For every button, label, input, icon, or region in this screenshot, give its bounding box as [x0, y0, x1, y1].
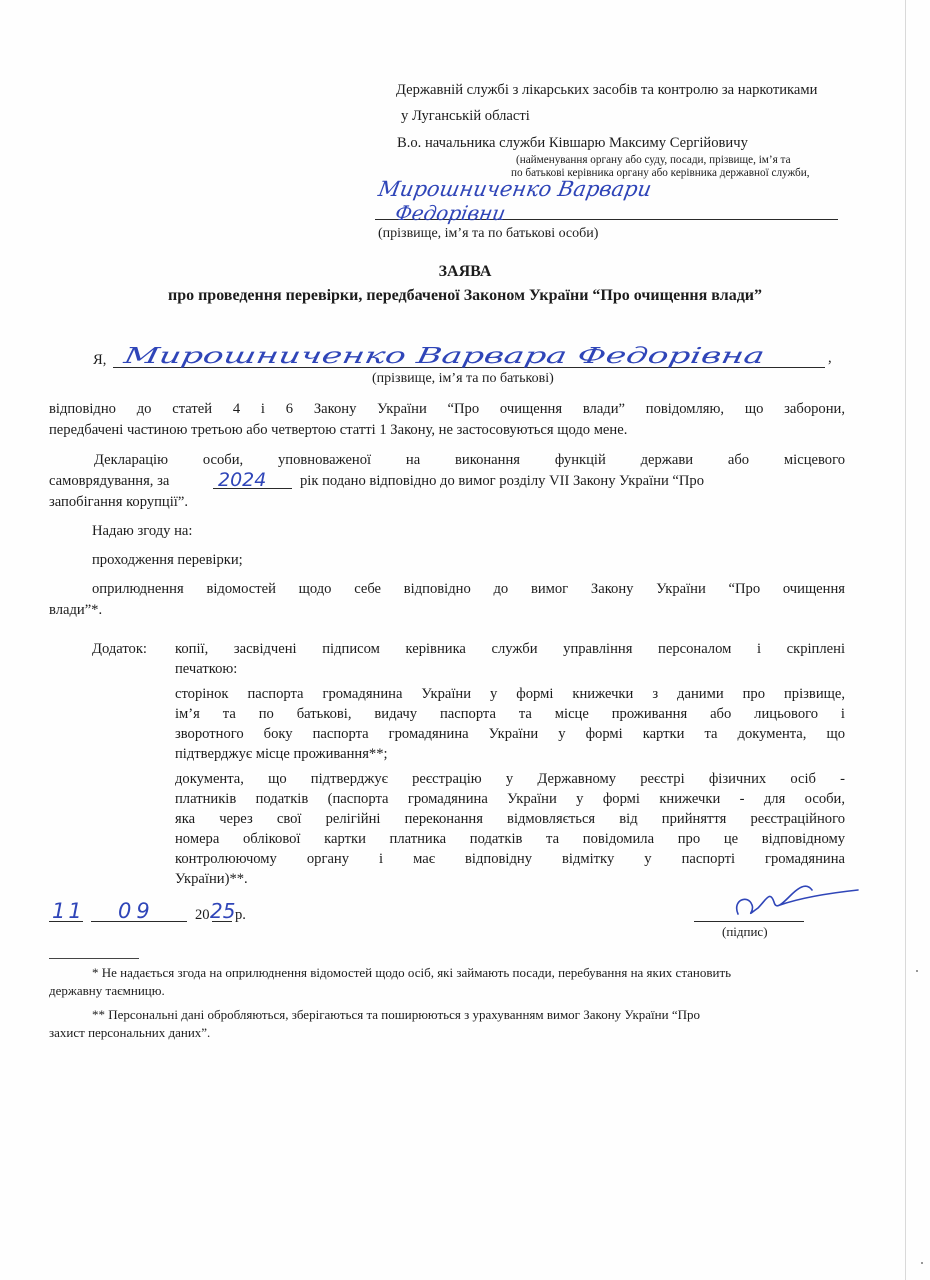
attachment-intro-line2: печаткою:	[175, 661, 238, 677]
applicant-hint: (прізвище, ім’я та по батькові особи)	[378, 226, 599, 241]
para2-line3: запобігання корупції”.	[49, 494, 188, 510]
handwritten-applicant-line2: Федорівни	[393, 201, 508, 225]
para2-line2-a: самоврядування, за	[49, 473, 170, 489]
footnote1-line1: * Не надається згода на оприлюднення відомостей щодо осіб, які займають посади, перебування на яких становить	[92, 965, 732, 980]
attachment-item2-line: України)**.	[175, 871, 248, 887]
consent-intro: Надаю згоду на:	[92, 523, 193, 539]
para2-line2-b: рік подано відповідно до вимог розділу VII Закону України “Про	[300, 473, 705, 489]
handwritten-full-name: Мирошниченко Варвара Федорівна	[121, 343, 538, 369]
attachment-item2-line: яка через свої релігійні переконання відмовляється від прийняття реєстраційного	[175, 811, 845, 827]
handwritten-month: 09	[118, 899, 155, 923]
year-prefix: 20	[195, 907, 210, 923]
attachment-item1-line: зворотного боку паспорта громадянина України у формі картки та документа, що	[175, 726, 845, 742]
consent-item1: проходження перевірки;	[92, 552, 243, 568]
attachment-item1-line: ім’я та по батькові, видачу паспорта та місце проживання або лицьового і	[175, 706, 845, 722]
footnote1-line2: державну таємницю.	[49, 983, 165, 998]
applicant-underline	[375, 219, 838, 220]
addressee-line3: В.о. начальника служби Ківшарю Максиму Сергійовичу	[397, 135, 748, 151]
day-underline	[49, 921, 83, 922]
handwritten-applicant-line1: Мирошниченко Варвари	[376, 176, 654, 201]
scan-speck	[916, 970, 918, 972]
footnote-separator	[49, 958, 139, 959]
para1-line2: передбачені частиною третьою або четвертою статті 1 Закону, не застосовуються щодо мене.	[49, 422, 628, 438]
name-comma: ,	[828, 350, 832, 366]
consent-item2-line1: оприлюднення відомостей щодо себе відповідно до вимог Закону України “Про очищення	[92, 581, 845, 597]
signature-stroke	[737, 886, 858, 914]
year-underline	[213, 488, 292, 489]
month-underline	[91, 921, 187, 922]
attachment-item2-line: контролюючому органу і має відповідну відмітку у паспорті громадянина	[175, 851, 845, 867]
attachment-label: Додаток:	[92, 641, 147, 657]
addressee-line2: у Луганській області	[401, 108, 530, 124]
addressee-hint1: (найменування органу або суду, посади, прізвище, ім’я та	[516, 154, 791, 166]
attachment-item1-line: підтверджує місце проживання**;	[175, 746, 388, 762]
ya-label: Я,	[93, 352, 107, 368]
consent-item2-line2: влади”*.	[49, 602, 103, 618]
handwritten-year-suffix: 25	[210, 899, 236, 923]
para2-line1: Декларацію особи, уповноваженої на виконання функцій держави або місцевого	[94, 452, 845, 468]
signature-hint: (підпис)	[722, 924, 768, 939]
addressee-line1: Державній службі з лікарських засобів та контролю за наркотиками	[396, 82, 818, 98]
para1-line1: відповідно до статей 4 і 6 Закону України “Про очищення влади” повідомляю, що заборони,	[49, 401, 845, 417]
year-suffix-underline	[212, 921, 232, 922]
addressee-hint2: по батькові керівника органу або керівника державної служби,	[511, 167, 810, 179]
attachment-item2-line: платників податків (паспорта громадянина України у формі книжечки - для особи,	[175, 791, 845, 807]
attachment-item2-line: номера облікової картки платника податків та повідомила про це відповідному	[175, 831, 845, 847]
scan-speck	[921, 1262, 923, 1264]
year-suffix-label: р.	[235, 907, 246, 923]
attachment-item1-line: сторінок паспорта громадянина України у формі книжечки з даними про прізвище,	[175, 686, 845, 702]
attachment-intro-line1: копії, засвідчені підписом керівника служби управління персоналом і скріплені	[175, 641, 845, 657]
name-underline	[113, 367, 825, 368]
footnote2-line1: ** Персональні дані обробляються, зберігаються та поширюються з урахуванням вимог Закону України “Про	[92, 1007, 700, 1022]
name-hint: (прізвище, ім’я та по батькові)	[372, 371, 554, 386]
document-title: ЗАЯВА	[438, 263, 492, 280]
handwritten-day: 11	[52, 899, 85, 923]
document-subtitle: про проведення перевірки, передбаченої Законом України “Про очищення влади”	[167, 287, 763, 304]
handwritten-year: 2024	[218, 469, 267, 491]
paper-edge	[905, 0, 906, 1280]
attachment-item2-line: документа, що підтверджує реєстрацію у Державному реєстрі фізичних осіб -	[175, 771, 845, 787]
footnote2-line2: захист персональних даних”.	[49, 1025, 211, 1040]
